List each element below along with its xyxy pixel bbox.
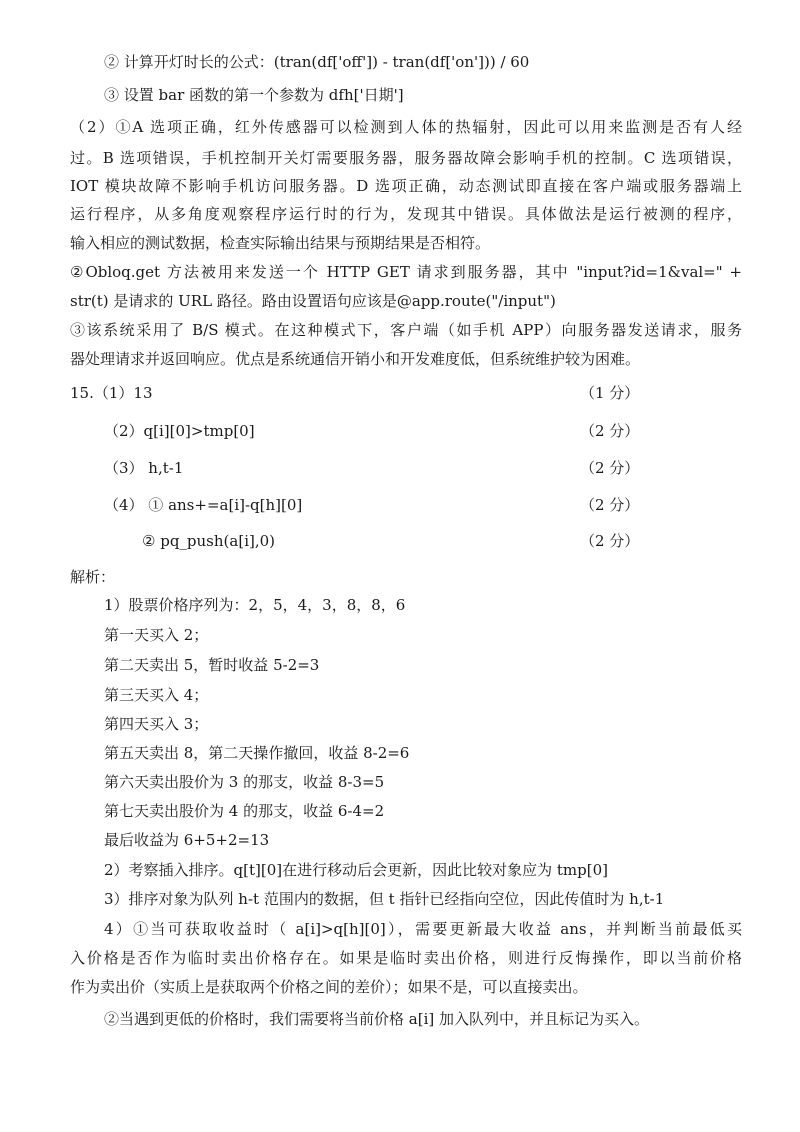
answer-score: （2 分） xyxy=(580,422,640,440)
answer-text: 15.（1）13 xyxy=(70,384,153,402)
part2-line: （2）①A 选项正确，红外传感器可以检测到人体的热辐射，因此可以用来监测是否有人经 xyxy=(70,118,742,136)
analysis-line: ②当遇到更低的价格时，我们需要将当前价格 a[i] 加入队列中，并且标记为买入。 xyxy=(104,1010,649,1028)
answer-text: （4） ① ans+=a[i]-q[h][0] xyxy=(104,496,303,514)
analysis-line: 3）排序对象为队列 h-t 范围内的数据，但 t 指针已经指向空位，因此传值时为 h,t-1 xyxy=(104,890,665,908)
answer-text: （3） h,t-1 xyxy=(104,459,184,477)
part2-line: 过。B 选项错误，手机控制开关灯需要服务器，服务器故障会影响手机的控制。C 选项错误， xyxy=(70,149,742,167)
answer-score: （2 分） xyxy=(580,459,640,477)
part2-line: str(t) 是请求的 URL 路径。路由设置语句应该是@app.route("/input") xyxy=(70,292,556,310)
analysis-line: 作为卖出价（实质上是获取两个价格之间的差价）；如果不是，可以直接卖出。 xyxy=(70,978,588,996)
analysis-line: 第五天卖出 8，第二天操作撤回，收益 8-2=6 xyxy=(104,744,410,762)
answer-text: ② pq_push(a[i],0) xyxy=(142,532,276,550)
analysis-line: 2）考察插入排序。q[t][0]在进行移动后会更新，因此比较对象应为 tmp[0] xyxy=(104,861,608,879)
answer-score: （1 分） xyxy=(580,384,640,402)
answer-score: （2 分） xyxy=(580,532,640,550)
analysis-heading: 解析： xyxy=(70,568,116,586)
analysis-line: 4）①当可获取收益时（ a[i]>q[h][0]），需要更新最大收益 ans，并判断当前最低买 xyxy=(104,920,742,938)
part2-line: ②Obloq.get 方法被用来发送一个 HTTP GET 请求到服务器，其中 "input?id=1&val=" + xyxy=(70,263,742,281)
analysis-line: 1）股票价格序列为：2，5，4，3，8，8，6 xyxy=(104,596,406,614)
bar-param-line: ③ 设置 bar 函数的第一个参数为 dfh['日期'] xyxy=(104,86,404,104)
part2-line: ③该系统采用了 B/S 模式。在这种模式下，客户端（如手机 APP）向服务器发送请求，服务 xyxy=(70,321,742,339)
part2-line: 器处理请求并返回响应。优点是系统通信开销小和开发难度低，但系统维护较为困难。 xyxy=(70,350,641,368)
formula-line: ② 计算开灯时长的公式：(tran(df['off']) - tran(df['on'])) / 60 xyxy=(104,53,530,71)
part2-line: 运行程序，从多角度观察程序运行时的行为，发现其中错误。具体做法是运行被测的程序， xyxy=(70,205,742,223)
answer-score: （2 分） xyxy=(580,496,640,514)
analysis-line: 最后收益为 6+5+2=13 xyxy=(104,831,270,849)
part2-line: 输入相应的测试数据，检查实际输出结果与预期结果是否相符。 xyxy=(70,234,491,252)
analysis-line: 第七天卖出股价为 4 的那支，收益 6-4=2 xyxy=(104,802,385,820)
analysis-line: 第一天买入 2； xyxy=(104,626,209,644)
analysis-line: 第二天卖出 5，暂时收益 5-2=3 xyxy=(104,656,320,674)
analysis-line: 第六天卖出股价为 3 的那支，收益 8-3=5 xyxy=(104,773,385,791)
answer-text: （2）q[i][0]>tmp[0] xyxy=(104,422,255,440)
analysis-line: 第四天买入 3； xyxy=(104,715,209,733)
analysis-line: 入价格是否作为临时卖出价格存在。如果是临时卖出价格，则进行反悔操作，即以当前价格 xyxy=(70,949,742,967)
part2-line: IOT 模块故障不影响手机访问服务器。D 选项正确，动态测试即直接在客户端或服务器端上 xyxy=(70,177,742,195)
analysis-line: 第三天买入 4； xyxy=(104,686,209,704)
